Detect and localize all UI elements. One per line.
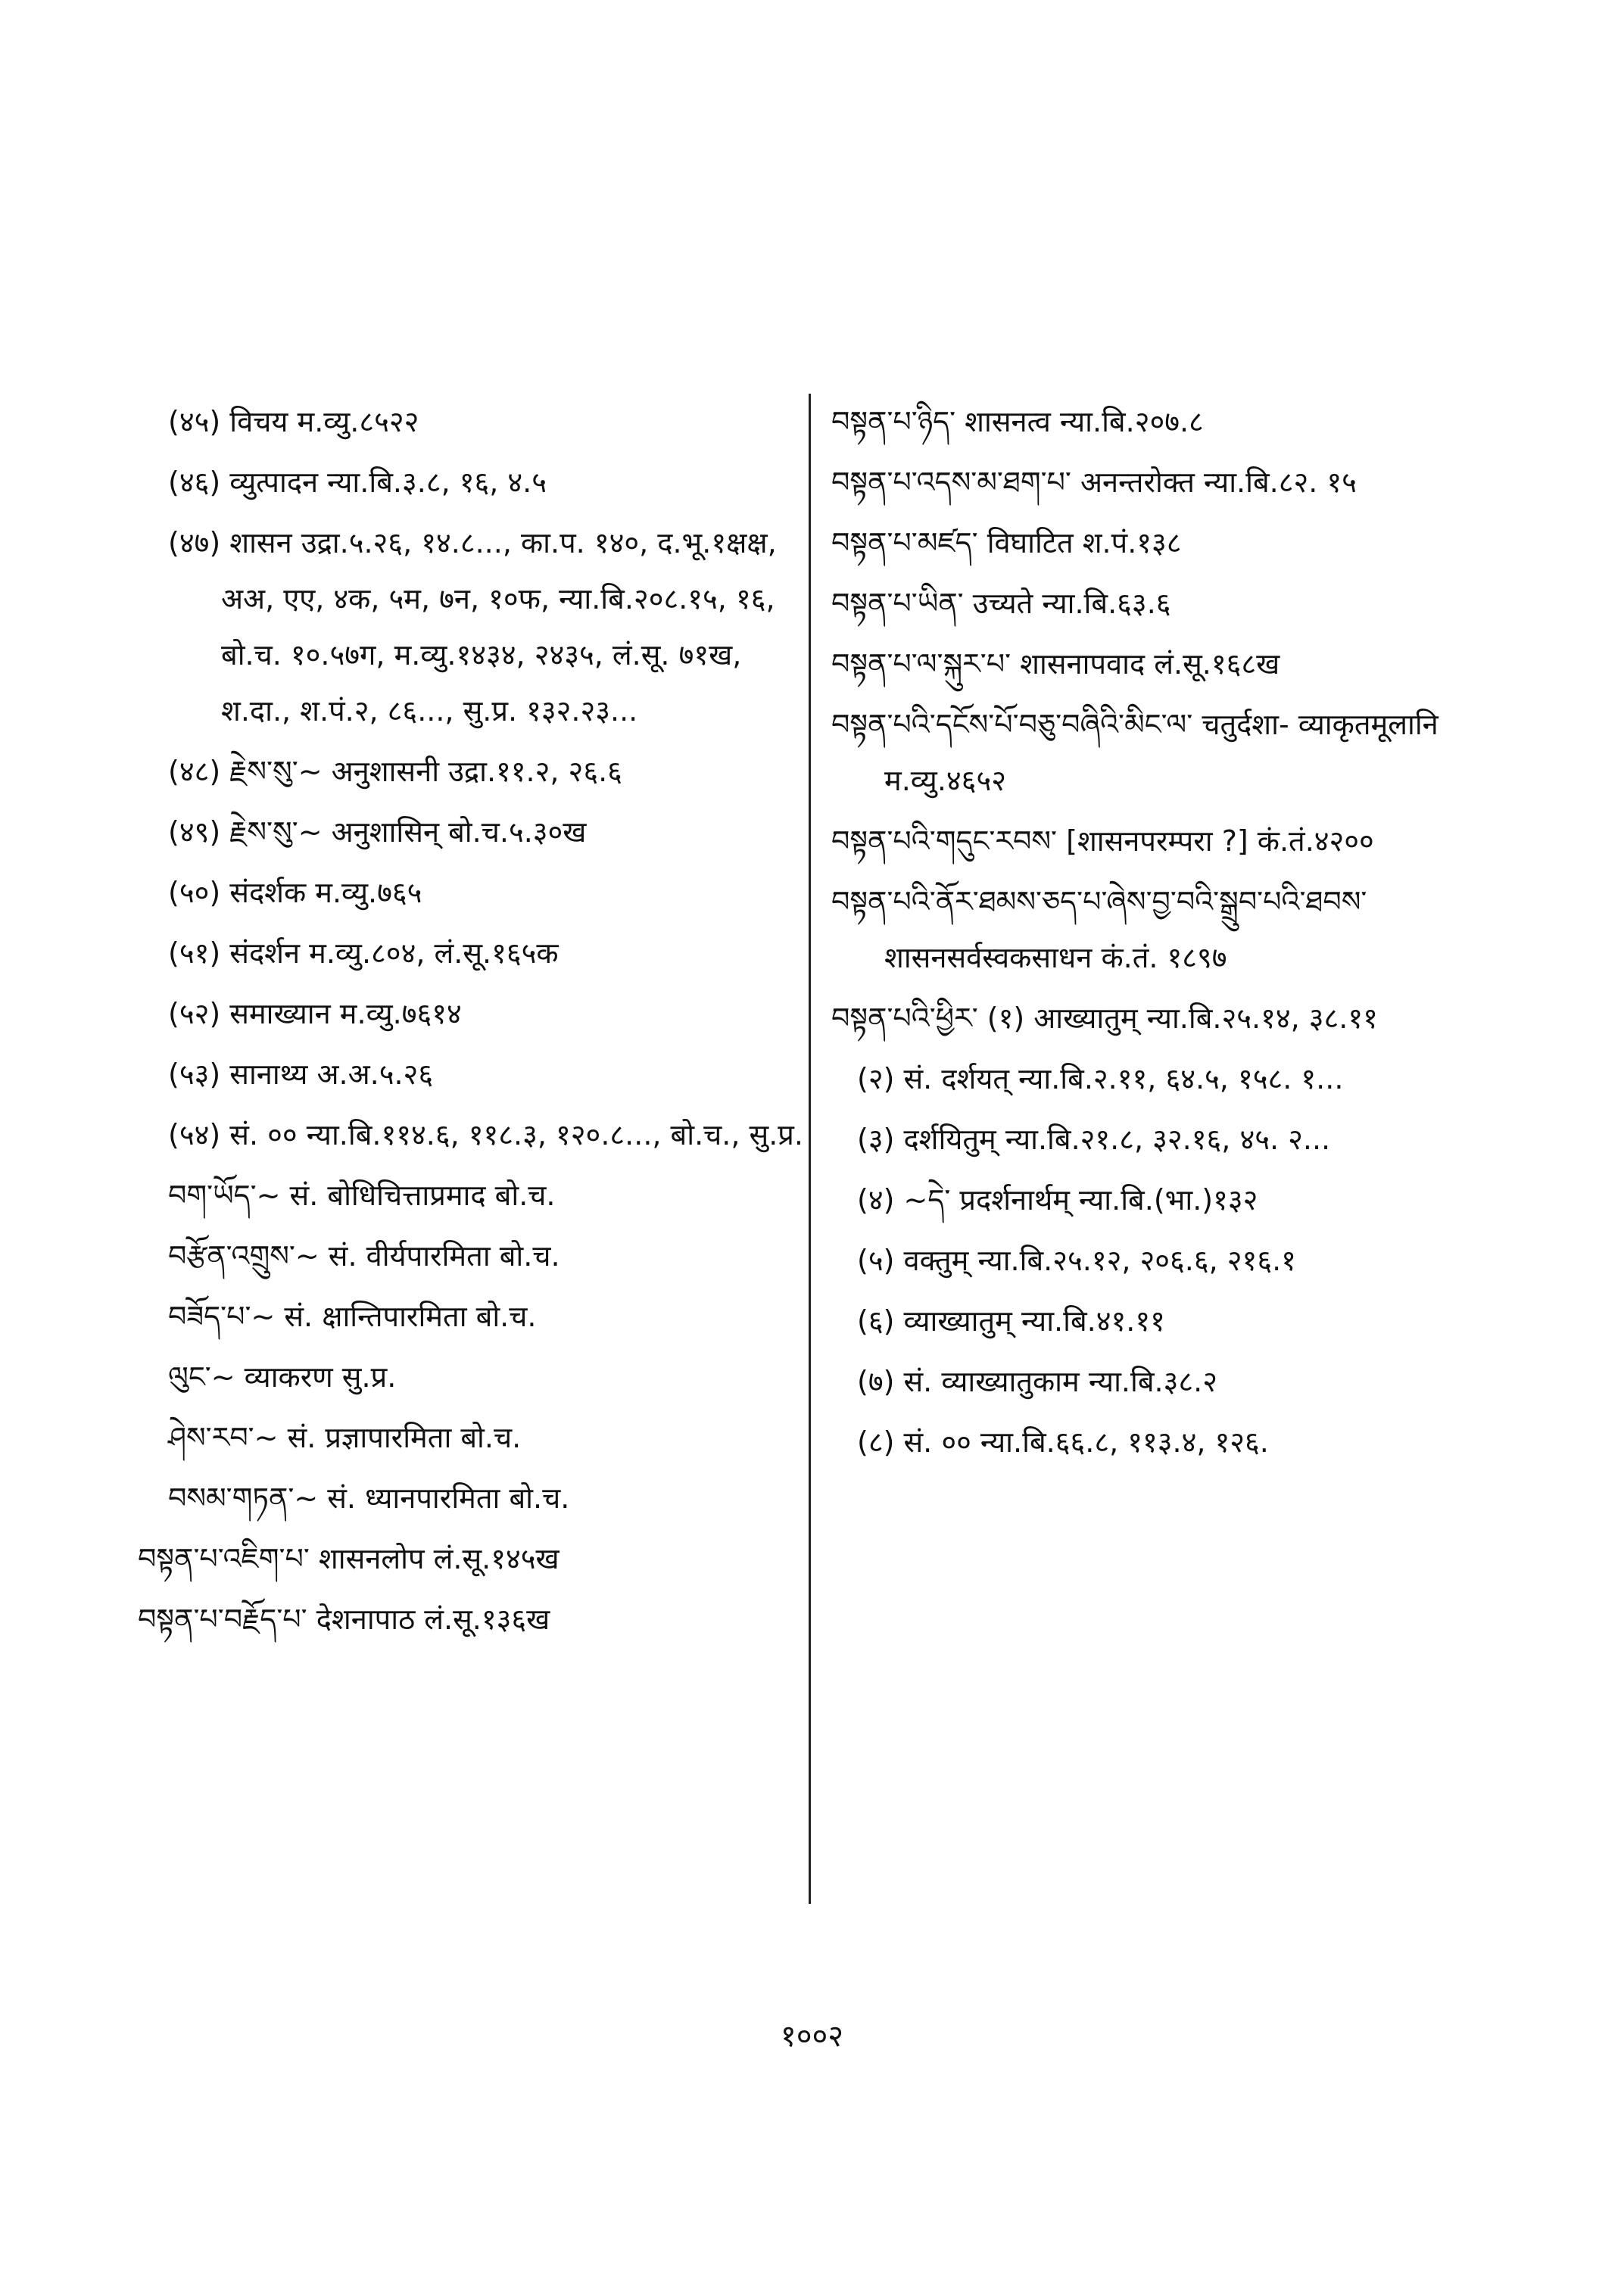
entry-45: (४५) विचय म.व्यु.८५२२: [168, 405, 419, 438]
sub-entry: (६) व्याख्यातुम् न्या.बि.४१.११: [857, 1304, 1165, 1338]
entry-52: (५२) समाख्यान म.व्यु.७६१४: [168, 997, 462, 1030]
headword-entry: བསྟན་པ་ཡིན་ उच्यते न्या.बि.६३.६: [831, 587, 1171, 620]
left-column: [138, 394, 804, 1652]
headword-entry: བསྟན་པ་བརྗོད་པ་ देशनापाठ लं.सू.१३६ख: [138, 1603, 550, 1636]
entry-50: (५०) संदर्शक म.व्यु.७६५: [168, 876, 422, 909]
headword-entry: བསྟན་པ་ལ་སྐུར་པ་ शासनापवाद लं.सू.१६८ख: [831, 647, 1280, 681]
column-divider: [809, 394, 811, 1904]
entry-49: (४९) རྗེས་སུ་~ अनुशासिन् बो.च.५.३०ख: [168, 815, 587, 849]
page-number: १००२: [780, 2019, 844, 2054]
entry-48: (४८) རྗེས་སུ་~ अनुशासनी उद्रा.११.२, २६.६: [168, 755, 622, 788]
entry-54: (५४) सं. ०० न्या.बि.११४.६, ११८.३, १२०.८..., बो.च., सु.प्र.: [168, 1118, 804, 1151]
sub-entry: (७) सं. व्याख्यातुकाम न्या.बि.३८.२: [857, 1365, 1217, 1398]
sub-entry: བཟོད་པ་~ सं. क्षान्तिपारमिता बो.च.: [168, 1300, 537, 1333]
sub-entry: ཤེས་རབ་~ सं. प्रज्ञापारमिता बो.च.: [168, 1421, 522, 1454]
headword-entry: བསྟན་པ་འཇིག་པ་ शासनलोप लं.सू.१४५ख: [138, 1542, 560, 1575]
headword-entry: བསྟན་པའི་དངོས་པོ་བཅུ་བཞིའི་མིང་ལ་ चतुर्दशा- व्याकृतमूलानि म.व्यु.४६५२: [831, 708, 1439, 797]
entry-47: (४७) शासन उद्रा.५.२६, १४.८..., का.प. १४०, द.भू.१क्षक्ष, अअ, एए, ४क, ५म, ७न, १०फ, न्या.बि.२०८.१५, १६, बो.च. १०.५७ग, म.व्यु.१४३४, २४३५, लं.सू. ७१ख, श.दा., श.पं.२, ८६..., सु.प्र. १३२.२३...: [168, 526, 777, 727]
sub-entry: (८) सं. ०० न्या.बि.६६.८, ११३.४, १२६.: [857, 1425, 1269, 1459]
sub-entry: (२) सं. दर्शयत् न्या.बि.२.११, ६४.५, १५८. १...: [857, 1062, 1344, 1095]
headword-entry: བསྟན་པ་ཉིད་ शासनत्व न्या.बि.२०७.८: [831, 405, 1204, 438]
sub-entry: (४) ~དེ་ प्रदर्शनार्थम् न्या.बि.(भा.)१३२: [857, 1183, 1258, 1217]
sub-entry: བག་ཡོད་~ सं. बोधिचित्ताप्रमाद बो.च.: [168, 1179, 556, 1212]
headword-entry: བསྟན་པ་མཛད་ विघाटित श.पं.१३८: [831, 526, 1182, 559]
sub-entry: (३) दर्शयितुम् न्या.बि.२१.८, ३२.१६, ४५. २...: [857, 1123, 1331, 1156]
headword-entry: བསྟན་པའི་གདུང་རབས་ [शासनपरम्परा ?] कं.तं.४२००: [831, 824, 1374, 858]
sub-entry: ལུང་~ व्याकरण सु.प्र.: [168, 1360, 397, 1394]
sub-entry: (५) वक्तुम् न्या.बि.२५.१२, २०६.६, २१६.१: [857, 1244, 1296, 1277]
entry-46: (४६) व्युत्पादन न्या.बि.३.८, १६, ४.५: [168, 466, 547, 499]
sub-entry: བསམ་གཏན་~ सं. ध्यानपारमिता बो.च.: [168, 1481, 570, 1515]
headword-entry: བསྟན་པ་འདས་མ་ཐག་པ་ अनन्तरोक्त न्या.बि.८२. १५: [831, 466, 1357, 499]
headword-entry: བསྟན་པའི་ཕྱིར་ (१) आख्यातुम् न्या.बि.२५.१४, ३८.११: [831, 1002, 1378, 1035]
headword-entry: བསྟན་པའི་ནོར་ཐམས་ཅད་པ་ཞེས་བྱ་བའི་སྒྲུབ་པའི་ཐབས་ शासनसर्वस्वकसाधन कं.तं. १८९७: [831, 885, 1367, 974]
sub-entry: བརྩོན་འགྲུས་~ सं. वीर्यपारमिता बो.च.: [168, 1239, 560, 1273]
right-column: [831, 394, 1498, 1475]
entry-53: (५३) सानाथ्य अ.अ.५.२६: [168, 1058, 434, 1091]
entry-51: (५१) संदर्शन म.व्यु.८०४, लं.सू.१६५क: [168, 936, 559, 970]
